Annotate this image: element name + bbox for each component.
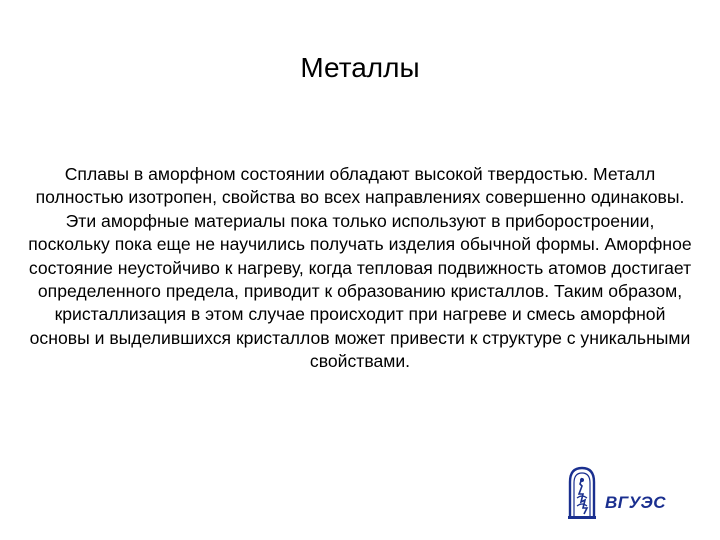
university-logo — [566, 464, 686, 520]
university-logo-text: ВГУЭС — [605, 493, 666, 512]
slide-title: Металлы — [300, 52, 420, 83]
slide-body-text: Сплавы в аморфном состоянии обладают высокой твердостью. Металл полностью изотропен, свойства во всех направлениях совершенно одинаковы. Эти аморфные материалы пока только используют в приборостроении, поскольку пока еще не научились получать изделия обычной формы. Аморфное состояние неустойчиво к нагреву, когда тепловая подвижность атомов достигает определенного предела, приводит к образованию кристаллов. Таким образом, кристаллизация в этом случае происходит при нагреве и смесь аморфной основы и выделившихся кристаллов может привести к структуре с уникальными свойствами. — [28, 164, 692, 372]
university-emblem-icon — [566, 464, 598, 520]
